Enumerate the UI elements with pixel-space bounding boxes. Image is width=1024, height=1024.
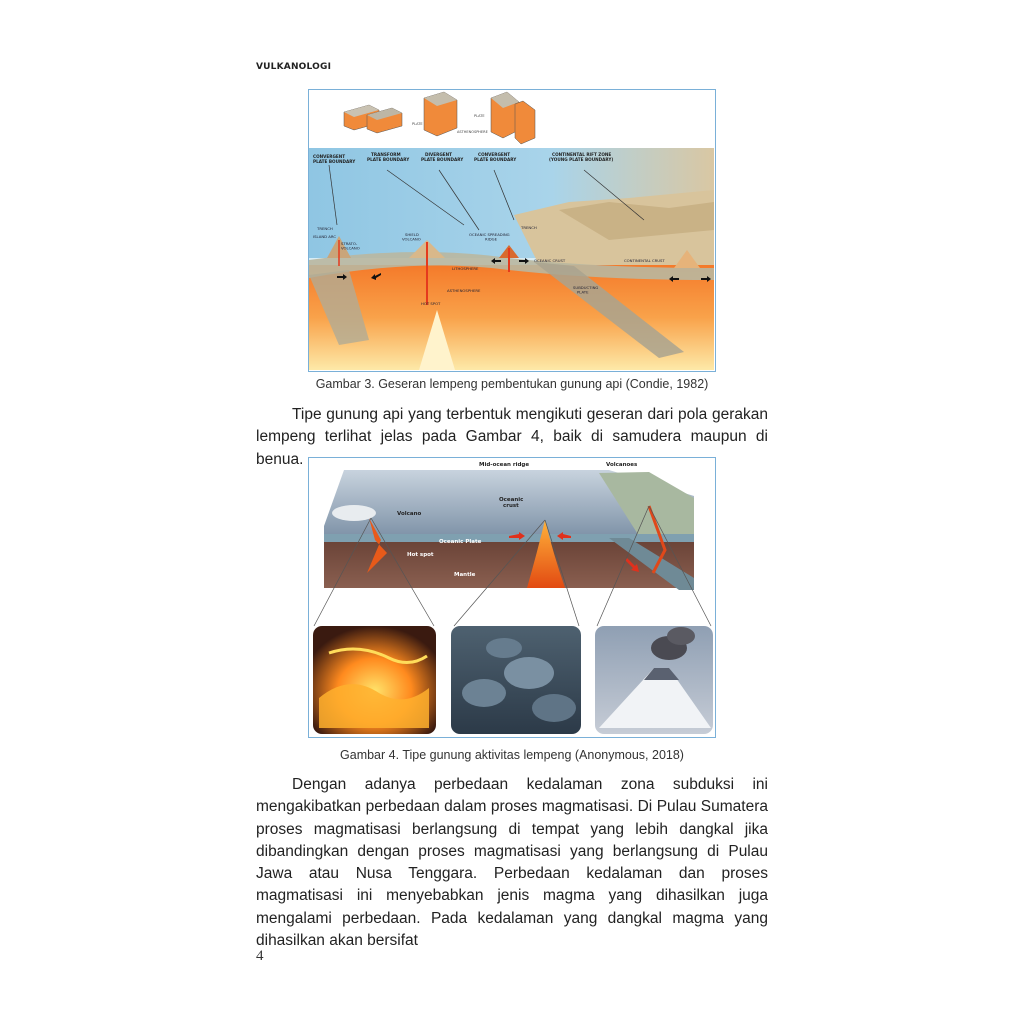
label-shield-b: VOLCANO <box>402 236 421 242</box>
label-transform-b: PLATE BOUNDARY <box>367 157 410 162</box>
label-oceanic-crust: OCEANIC CRUST <box>534 258 566 263</box>
figure-4-illustration <box>309 458 714 736</box>
svg-text:STRATO-VOLCANO <box>341 241 360 251</box>
label-rift-b: (YOUNG PLATE BOUNDARY) <box>549 157 614 162</box>
figure-3-plate-tectonics <box>308 89 716 372</box>
label-strato-a: STRATO- <box>341 241 358 246</box>
label-ridge-a: OCEANIC SPREADING <box>469 232 510 237</box>
photo-lava-flow <box>313 626 436 734</box>
label-oceanic-crust-b: crust <box>503 503 519 509</box>
label-shield-a: SHIELD <box>405 232 419 237</box>
paragraph-1: Tipe gunung api yang terbentuk mengikuti geseran dari pola gerakan lempeng terlihat jelas pada Gambar 4, baik di samudera maupun di benua. <box>256 406 768 468</box>
figure-3-caption: Gambar 3. Geseran lempeng pembentukan gunung api (Condie, 1982) <box>315 377 709 391</box>
label-trench-1: TRENCH <box>317 226 333 231</box>
label-ridge-b: RIDGE <box>485 236 498 242</box>
label-divergent-a: DIVERGENT <box>425 152 453 157</box>
label-asthenosphere: ASTHENOSPHERE <box>447 288 481 293</box>
label-convergent-2b: PLATE BOUNDARY <box>474 157 517 162</box>
label-continental-crust: CONTINENTAL CRUST <box>624 258 665 263</box>
label-transform-a: TRANSFORM <box>371 152 401 157</box>
label-subducting-b: PLATE <box>577 289 589 295</box>
page-number: 4 <box>256 948 264 964</box>
label-hot-spot: HOT SPOT <box>421 301 441 306</box>
label-volcano: Volcano <box>397 511 422 517</box>
label-oceanic-plate: Oceanic Plate <box>439 539 482 545</box>
label-asthenosphere-top: ASTHENOSPHERE <box>457 130 488 134</box>
running-header: VULKANOLOGI <box>256 62 332 72</box>
label-strato-b: VOLCANO <box>341 245 360 251</box>
paragraph-2: Dengan adanya perbedaan kedalaman zona subduksi ini mengakibatkan perbedaan dalam proses magmatisasi. Di Pulau Sumatera proses magmatisasi berlangsung di tempat yang lebih dangkal jika dibandingkan dengan proses magmatisasi yang berlangsung di Pulau Jawa atau Nusa Tenggara. Perbedaan kedalaman dan proses magmatisasi ini menyebabkan jenis magma yang dihasilkan juga mengalami perbedaan. Pada kedalaman yang dangkal magma yang dihasilkan akan bersifat <box>256 776 768 950</box>
photo-pillow-lava <box>451 626 581 734</box>
label-plate-2: PLATE <box>474 114 485 118</box>
label-divergent-b: PLATE BOUNDARY <box>421 157 464 162</box>
figure-3-illustration <box>309 90 714 370</box>
label-subducting-a: SUBDUCTING <box>573 285 599 290</box>
svg-text:CONTINENTAL RIFT ZONE(YOUNG PL <box>549 152 613 162</box>
svg-text:SHIELDVOLCANO <box>402 232 421 242</box>
label-plate: PLATE <box>412 122 423 126</box>
label-mid-ocean-ridge: Mid-ocean ridge <box>479 462 530 468</box>
label-hot-spot-4: Hot spot <box>407 552 434 558</box>
label-island-arc: ISLAND ARC <box>313 234 336 239</box>
label-convergent-2a: CONVERGENT <box>478 152 511 157</box>
figure-4-caption: Gambar 4. Tipe gunung aktivitas lempeng (Anonymous, 2018) <box>340 748 684 762</box>
photo-stratovolcano <box>595 626 713 734</box>
label-trench-2: TRENCH <box>521 225 537 230</box>
label-mantle: Mantle <box>454 572 476 578</box>
label-volcanoes: Volcanoes <box>606 462 638 468</box>
figure-4-volcano-types <box>308 457 716 738</box>
label-lithosphere: LITHOSPHERE <box>452 266 479 271</box>
label-rift-a: CONTINENTAL RIFT ZONE <box>552 152 612 157</box>
label-convergent-1a: CONVERGENT <box>313 154 346 159</box>
label-oceanic-crust-a: Oceanic <box>499 497 524 503</box>
label-convergent-1b: PLATE BOUNDARY <box>313 159 356 164</box>
